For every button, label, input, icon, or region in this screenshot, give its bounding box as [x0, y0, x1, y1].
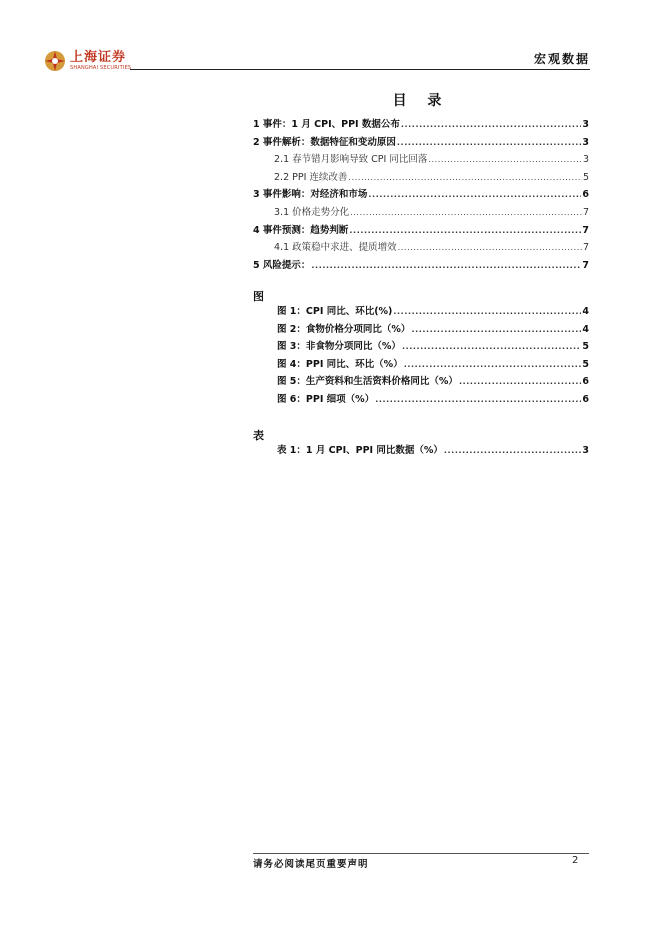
figure-entry-page: 6	[582, 393, 589, 405]
figure-entry[interactable]	[253, 391, 589, 409]
figure-entry-page: 5	[582, 358, 589, 370]
toc-entry[interactable]	[253, 134, 589, 152]
figure-entry[interactable]	[253, 373, 589, 391]
toc-leader-dots	[348, 169, 582, 187]
toc-entry-page: 3	[582, 136, 589, 148]
toc-title: 目 录	[392, 93, 450, 109]
toc-subentry[interactable]	[253, 239, 589, 257]
footer-disclaimer: 请务必阅读尾页重要声明	[253, 859, 369, 870]
toc-entry-page: 7	[582, 259, 589, 271]
figure-entry-label: 图 5：生产资料和生活资料价格同比（%）	[277, 376, 458, 388]
toc-entry-label: 2.2 PPI 连续改善	[274, 171, 348, 183]
toc-leader-dots	[404, 356, 582, 374]
toc-leader-dots	[411, 321, 581, 339]
toc-entry-page: 5	[582, 171, 589, 183]
list-of-figures	[253, 303, 589, 409]
figure-entry-label: 图 4：PPI 同比、环比（%）	[277, 358, 403, 370]
toc-entry-page: 7	[582, 206, 589, 218]
toc-leader-dots	[459, 373, 581, 391]
figure-entry-label: 图 2：食物价格分项同比（%）	[277, 323, 411, 335]
toc-leader-dots	[398, 239, 582, 257]
toc-entry-page: 7	[582, 242, 589, 254]
figure-entry[interactable]	[253, 321, 589, 339]
toc-leader-dots	[401, 116, 581, 134]
figure-entry-label: 图 1：CPI 同比、环比(%)	[277, 306, 393, 317]
toc-leader-dots	[368, 186, 581, 204]
figure-entry[interactable]	[253, 338, 589, 356]
table-entry[interactable]	[253, 442, 589, 460]
toc-leader-dots	[397, 134, 581, 152]
toc-entry-page: 3	[582, 119, 589, 130]
header-divider	[130, 69, 590, 70]
toc-entry-page: 7	[582, 224, 589, 236]
toc-entry-label: 1 事件：1 月 CPI、PPI 数据公布	[253, 119, 400, 130]
toc-leader-dots	[350, 204, 582, 222]
page-header	[0, 0, 662, 80]
figure-entry[interactable]	[253, 303, 589, 321]
logo-chinese-name: 上海证券	[70, 49, 127, 65]
toc-entry[interactable]	[253, 186, 589, 204]
toc-leader-dots	[444, 442, 581, 460]
toc-subentry[interactable]	[253, 204, 589, 222]
logo-english-name: SHANGHAI SECURITIES	[70, 64, 132, 71]
toc-subentry[interactable]	[253, 169, 589, 187]
toc-leader-dots	[428, 151, 582, 169]
toc-entry-page: 3	[582, 154, 589, 166]
toc-subentry[interactable]	[253, 151, 589, 169]
toc-entry-label: 2.1 春节错月影响导致 CPI 同比回落	[274, 154, 428, 166]
footer-divider	[253, 853, 589, 854]
figure-entry-label: 图 3：非食物分项同比（%）	[277, 341, 401, 353]
logo-emblem-icon	[44, 50, 66, 72]
figure-entry-page: 5	[582, 341, 589, 353]
figure-entry-page: 4	[582, 306, 589, 317]
figure-entry-label: 图 6：PPI 细项（%）	[277, 393, 375, 405]
report-category: 宏观数据	[533, 52, 590, 66]
toc-entry-label: 5 风险提示：	[253, 259, 311, 271]
toc-entry[interactable]	[253, 257, 589, 275]
toc-leader-dots	[349, 222, 581, 240]
toc-entry-label: 2 事件解析：数据特征和变动原因	[253, 136, 396, 148]
toc-entry-label: 4 事件预测：趋势判断	[253, 224, 349, 236]
figures-heading: 图	[253, 290, 264, 303]
table-of-contents	[253, 116, 589, 274]
figure-entry-page: 6	[582, 376, 589, 388]
table-entry-page: 3	[582, 445, 589, 456]
list-of-tables	[253, 442, 589, 460]
page-number: 2	[572, 855, 579, 866]
figure-entry-page: 4	[582, 323, 589, 335]
toc-entry-label: 3.1 价格走势分化	[274, 206, 350, 218]
toc-leader-dots	[311, 257, 581, 275]
company-logo	[44, 50, 131, 72]
figure-entry[interactable]	[253, 356, 589, 374]
toc-entry[interactable]	[253, 222, 589, 240]
toc-entry[interactable]	[253, 116, 589, 134]
toc-leader-dots	[393, 303, 581, 321]
toc-entry-page: 6	[582, 189, 589, 201]
toc-entry-label: 4.1 政策稳中求进、提质增效	[274, 242, 397, 254]
tables-heading: 表	[253, 429, 264, 442]
toc-leader-dots	[375, 391, 581, 409]
toc-leader-dots	[402, 338, 581, 356]
table-entry-label: 表 1：1 月 CPI、PPI 同比数据（%）	[277, 445, 443, 456]
toc-entry-label: 3 事件影响：对经济和市场	[253, 189, 368, 201]
